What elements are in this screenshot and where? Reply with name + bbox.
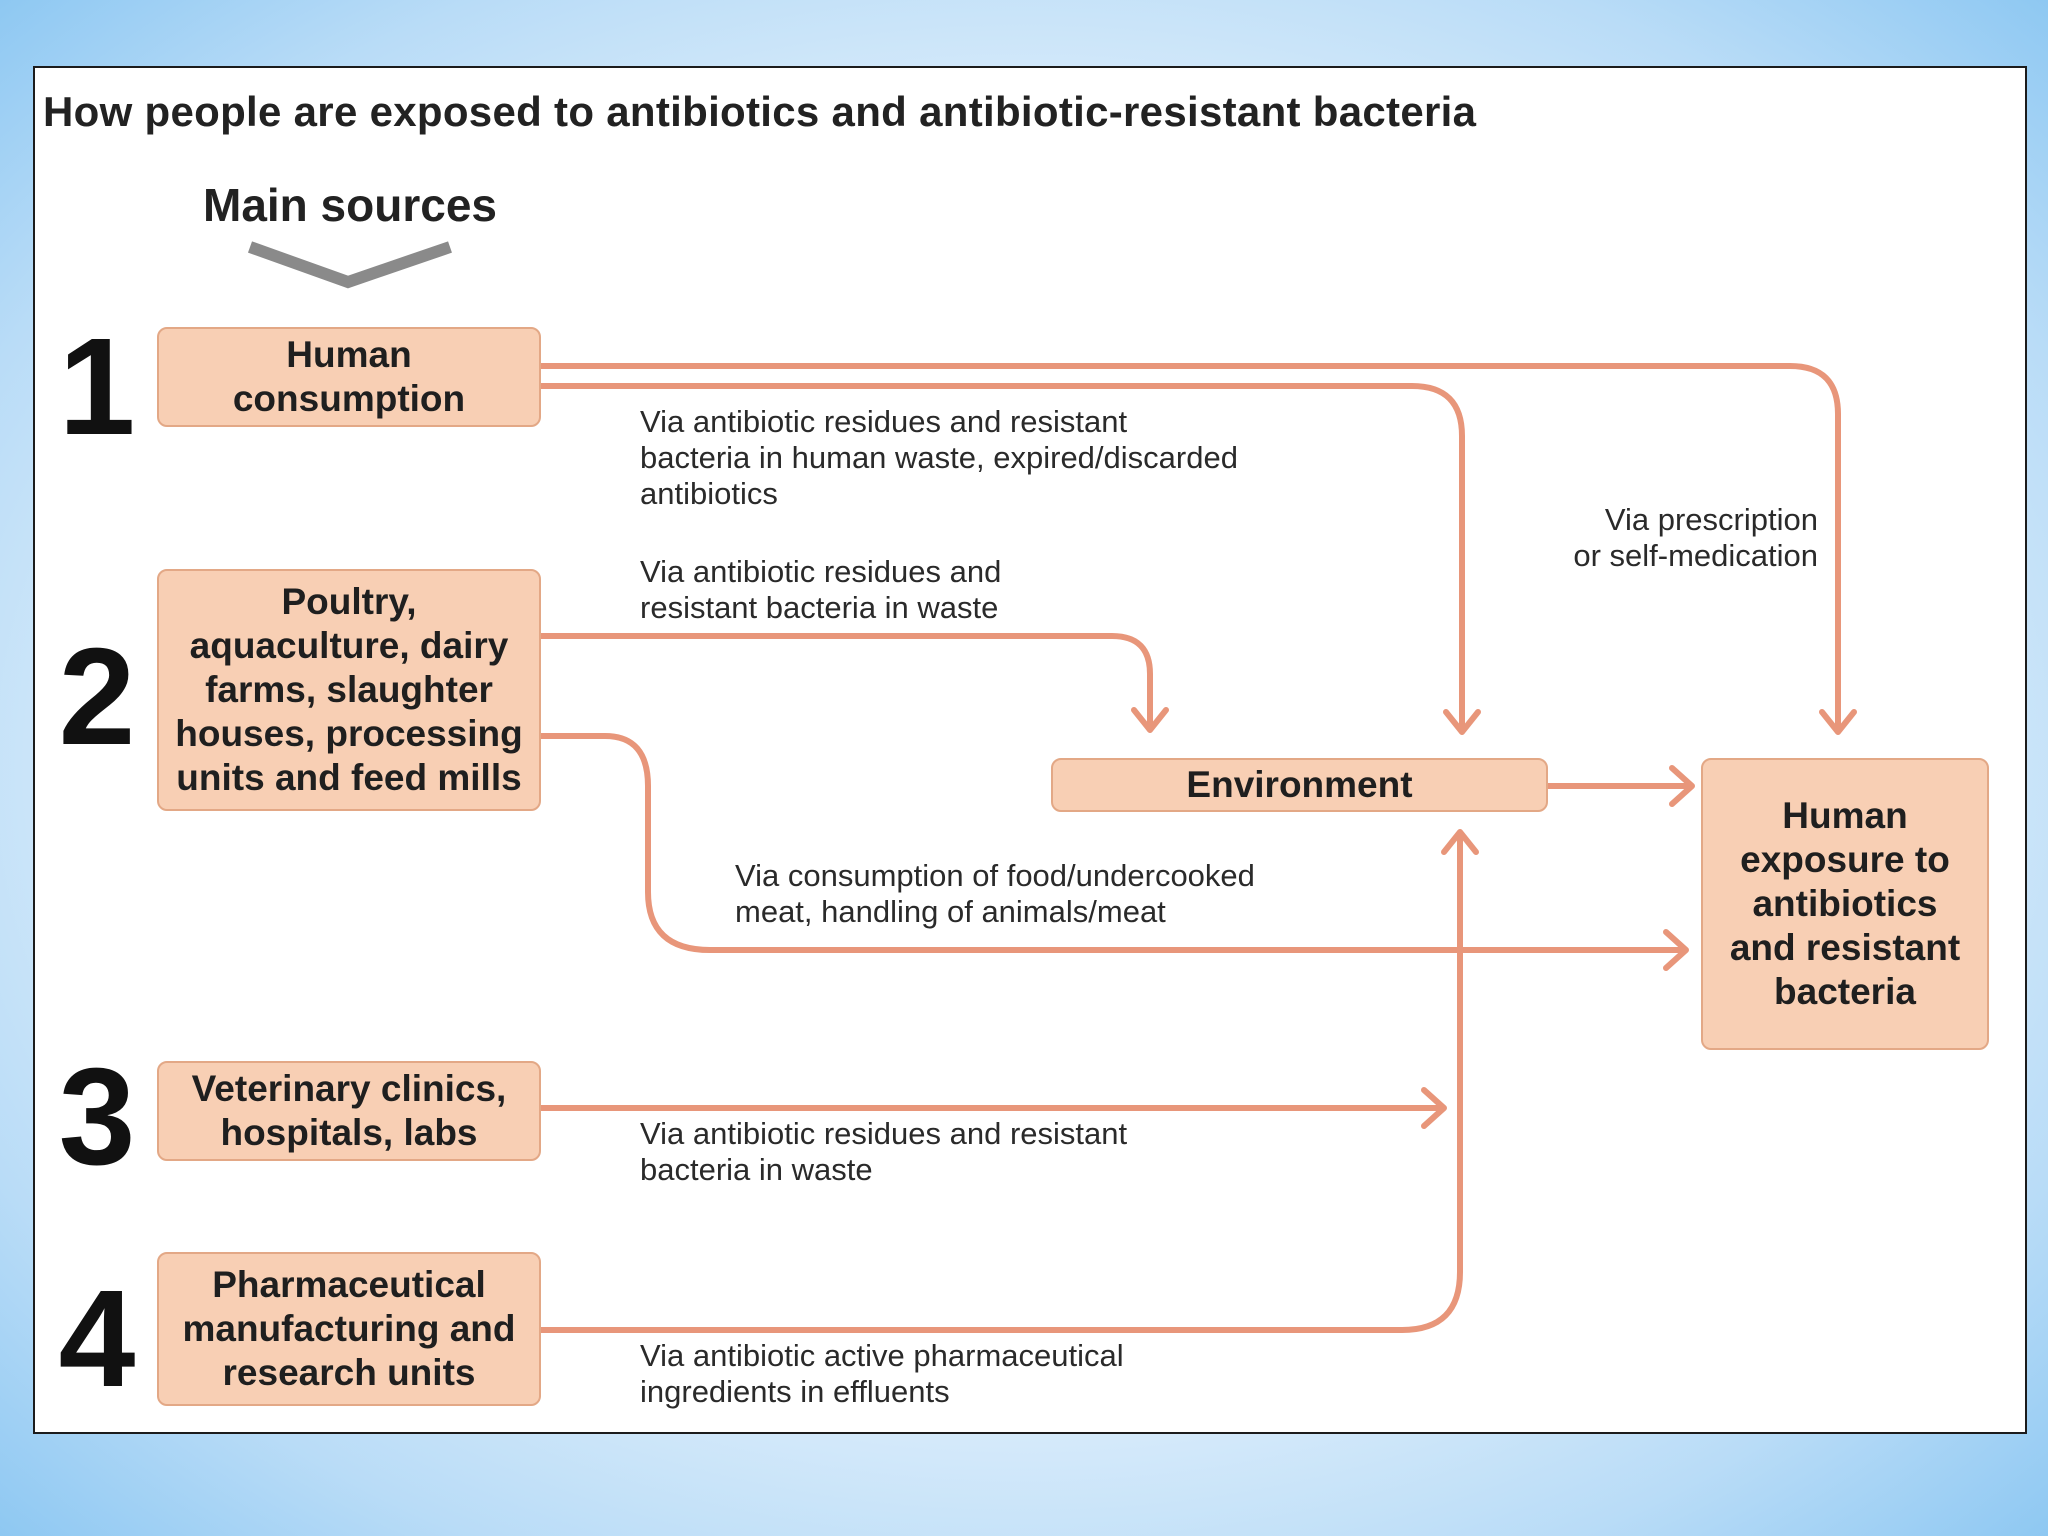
label-clinic-waste: Via antibiotic residues and resistant bacteria in waste [640,1116,1128,1187]
diagram-title: How people are exposed to antibiotics and antibiotic-resistant bacteria [43,88,1477,135]
label-effluents: Via antibiotic active pharmaceutical ingredients in effluents [640,1338,1124,1409]
source-number-4: 4 [58,1262,136,1416]
human-exposure-box: Human exposure to antibiotics and resistant bacteria [1701,758,1989,1050]
label-food: Via consumption of food/undercooked meat, handling of animals/meat [735,858,1255,929]
label-farm-waste: Via antibiotic residues and resistant bacteria in waste [640,554,1002,625]
arrow-farms-to-environment [540,636,1150,726]
source-human-consumption: Human consumption [157,327,541,427]
label-prescription: Via prescription or self-medication [1573,502,1818,573]
source-clinics-labs: Veterinary clinics, hospitals, labs [157,1061,541,1161]
chevron-down-icon [250,247,450,282]
source-number-1: 1 [58,310,136,464]
source-number-2: 2 [58,620,136,774]
source-farms-processing: Poultry, aquaculture, dairy farms, slaughter houses, processing units and feed mills [157,569,541,811]
source-pharma-research: Pharmaceutical manufacturing and research units [157,1252,541,1406]
label-human-waste: Via antibiotic residues and resistant bacteria in human waste, expired/discarded antibiotics [640,404,1238,511]
environment-box: Environment [1051,758,1548,812]
source-number-3: 3 [58,1040,136,1194]
main-sources-heading: Main sources [203,179,497,231]
